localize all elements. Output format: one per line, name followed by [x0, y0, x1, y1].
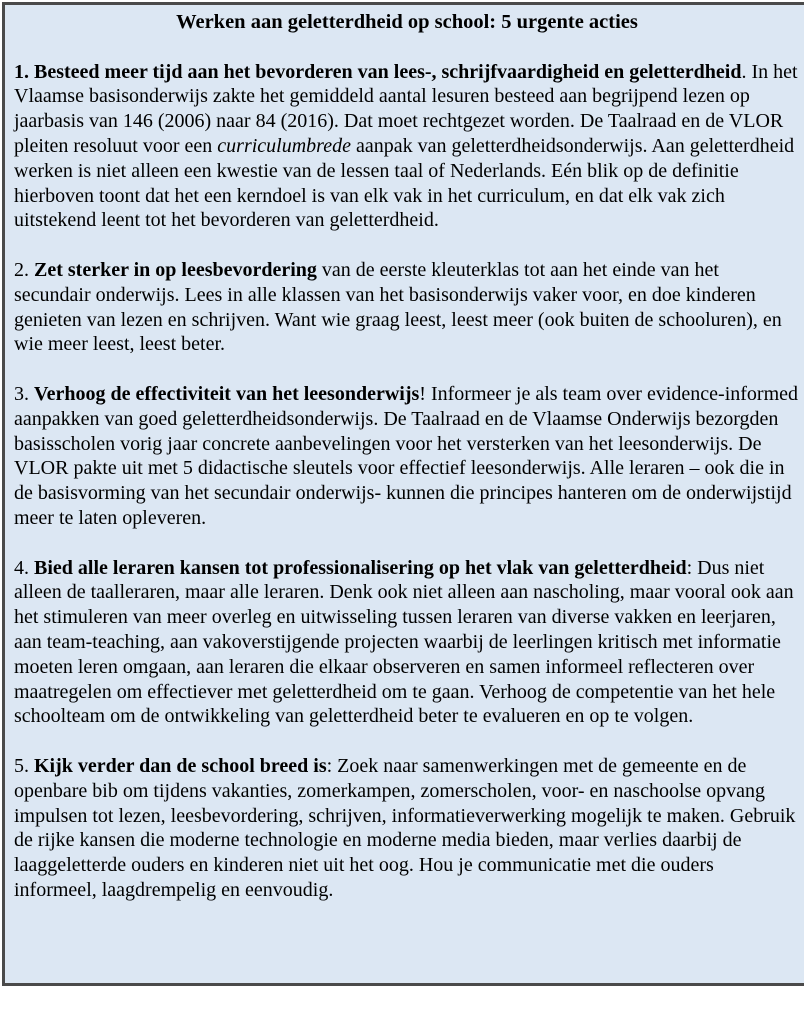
text-segment: . In het Vlaamse basisonderwijs zakte het gemiddeld aantal lesuren besteed aan begrijpend lezen op jaarbasis van 146 (2006) naar 84 (2016). Dat moet rechtgezet worden. De Taalraad en de VLOR pleiten resoluut voor een — [14, 60, 803, 157]
text-segment: 5. — [14, 754, 34, 777]
text-segment: ! Informeer je als team over evidence-informed aanpakken van goed geletterdheidsonderwijs. De Taalraad en de Vlaamse Onderwijs bezorgden basisscholen vorig jaar concrete aanbevelingen voor het versterken van het leesonderwijs. De VLOR pakte uit met 5 didactische sleutels voor effectief leesonderwijs. Alle leraren – ook die in de basisvorming van het secundair onderwijs- kunnen die principes hanteren om de onderwijstijd meer te laten opleveren. — [14, 382, 803, 529]
bold-text-segment: Verhoog de effectiviteit van het leesonderwijs — [34, 382, 420, 405]
text-segment: 3. — [14, 382, 34, 405]
document-title: Werken aan geletterdheid op school: 5 urgente acties — [176, 11, 638, 33]
paragraph — [14, 258, 800, 357]
text-segment: : Dus niet alleen de taalleraren, maar alle leraren. Denk ook niet alleen aan nascholing, maar vooral ook aan het stimuleren van meer overleg en uitwisseling tussen leraren van diverse vakken en leerjaren, aan team-teaching, aan vakoverstijgende projecten waarbij de leerlingen kritisch met informatie moeten leren omgaan, aan leraren die elkaar observeren en samen informeel reflecteren over maatregelen om effectiever met geletterdheid om te gaan. Verhoog de competentie van het hele schoolteam om de ontwikkeling van geletterdheid beter te evalueren en op te volgen. — [14, 556, 799, 728]
document-box — [2, 2, 804, 986]
text-segment: 4. — [14, 556, 34, 579]
paragraph — [14, 60, 803, 234]
bold-text-segment: Kijk verder dan de school breed is — [34, 754, 327, 777]
text-segment: aanpak van geletterdheidsonderwijs. Aan geletterdheid werken is niet alleen een kwestie van de lessen taal of Nederlands. Eén blik op de definitie hierboven toont dat het een kerndoel is van elk vak in het curriculum, en dat elk vak zich uitstekend leent tot het bevorderen van geletterdheid. — [14, 134, 800, 232]
bold-text-segment: 1. Besteed meer tijd aan het bevorderen van lees-, schrijfvaardigheid en geletterdheid — [14, 60, 742, 83]
bold-text-segment: Zet sterker in op leesbevordering — [34, 258, 317, 281]
paragraph — [14, 556, 800, 730]
text-segment: van de eerste kleuterklas tot aan het einde van het secundair onderwijs. Lees in alle klassen van het basisonderwijs vaker voor, en doe kinderen genieten van lezen en schrijven. Want wie graag leest, leest meer (ook buiten de schooluren), en wie meer leest, leest beter. — [14, 258, 787, 356]
italic-text-segment: curriculumbrede — [217, 134, 351, 157]
paragraph — [14, 754, 800, 903]
bold-text-segment: Bied alle leraren kansen tot professionalisering op het vlak van geletterdheid — [34, 556, 687, 579]
text-segment: : Zoek naar samenwerkingen met de gemeente en de openbare bib om tijdens vakanties, zomerkampen, zomerscholen, voor- en naschoolse opvang impulsen tot lezen, leesbevordering, schrijven, informatieverwerking mogelijk te maken. Gebruik de rijke kansen die moderne technologie en moderne media bieden, maar verlies daarbij de laaggeletterde ouders en kinderen niet uit het oog. Hou je communicatie met die ouders informeel, laagdrempelig en eenvoudig. — [14, 754, 801, 901]
text-segment: 2. — [14, 258, 34, 281]
paragraphs-container — [14, 60, 803, 903]
paragraph — [14, 382, 803, 531]
